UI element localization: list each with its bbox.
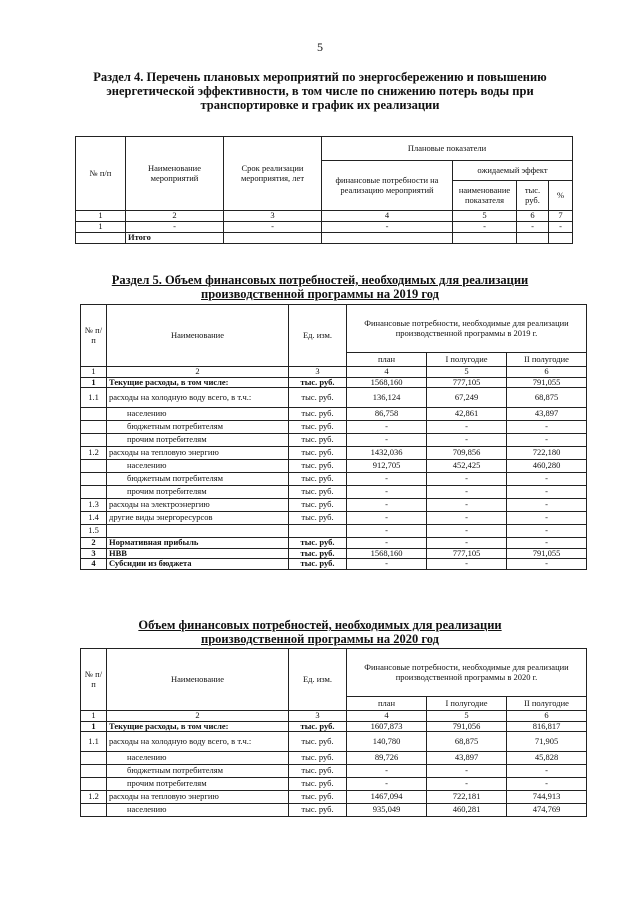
row-plan: 1568,160: [347, 548, 427, 559]
row-num: 1.2: [81, 447, 107, 460]
table-row: [81, 548, 587, 559]
row-name: НВВ: [107, 548, 289, 559]
col-number: 5: [453, 211, 517, 222]
row-h2: -: [507, 499, 587, 512]
table-row: [81, 499, 587, 512]
row-h2: -: [507, 512, 587, 525]
cell: [224, 233, 322, 244]
col-number: 3: [289, 367, 347, 378]
row-name: прочим потребителям: [107, 778, 289, 791]
row-num: [81, 473, 107, 486]
table-row: [81, 525, 587, 538]
row-plan: 136,124: [347, 388, 427, 408]
row-plan: 89,726: [347, 752, 427, 765]
row-num: [81, 804, 107, 817]
row-num: 4: [81, 559, 107, 570]
row-unit: тыс. руб.: [289, 778, 347, 791]
row-num: 1.1: [81, 732, 107, 752]
row-unit: тыс. руб.: [289, 538, 347, 549]
row-unit: тыс. руб.: [289, 499, 347, 512]
table-row: [81, 408, 587, 421]
row-h2: -: [507, 486, 587, 499]
header-num: № п/п: [81, 305, 107, 367]
header-plan: план: [347, 697, 427, 711]
table-row: [81, 377, 587, 388]
row-name: Текущие расходы, в том числе:: [107, 721, 289, 732]
cell: [76, 233, 126, 244]
row-h1: 452,425: [427, 460, 507, 473]
row-plan: 140,780: [347, 732, 427, 752]
header-name: Наименование мероприятий: [126, 137, 224, 211]
row-name: Текущие расходы, в том числе:: [107, 377, 289, 388]
row-unit: тыс. руб.: [289, 765, 347, 778]
cell: 1: [76, 222, 126, 233]
row-h2: 722,180: [507, 447, 587, 460]
row-num: [81, 408, 107, 421]
row-unit: тыс. руб.: [289, 447, 347, 460]
header-h1: I полугодие: [427, 697, 507, 711]
header-fin: Финансовые потребности, необходимые для реализации производственной программы в 2019 г.: [347, 305, 587, 353]
row-num: 1.2: [81, 791, 107, 804]
row-h2: -: [507, 778, 587, 791]
col-numbers-row: [76, 211, 573, 222]
row-num: [81, 778, 107, 791]
header-fin: Финансовые потребности, необходимые для реализации производственной программы в 2020 г.: [347, 649, 587, 697]
section6-title: [60, 618, 580, 646]
row-plan: 86,758: [347, 408, 427, 421]
row-num: 1: [81, 377, 107, 388]
section4-title: [60, 70, 580, 112]
row-h2: 68,875: [507, 388, 587, 408]
section5-title-line: Раздел 5. Объем финансовых потребностей, необходимых для реализации: [111, 273, 529, 287]
row-h1: -: [427, 473, 507, 486]
row-h1: -: [427, 778, 507, 791]
row-h1: 709,856: [427, 447, 507, 460]
row-h1: -: [427, 434, 507, 447]
row-name: Нормативная прибыль: [107, 538, 289, 549]
row-plan: -: [347, 486, 427, 499]
row-plan: -: [347, 559, 427, 570]
section6-title-line: Объем финансовых потребностей, необходимых для реализации: [138, 618, 502, 632]
row-name: населению: [107, 460, 289, 473]
table-row: [81, 778, 587, 791]
col-number: 6: [517, 211, 549, 222]
col-number: 2: [107, 711, 289, 722]
cell: -: [517, 222, 549, 233]
table-row: [81, 559, 587, 570]
row-plan: -: [347, 525, 427, 538]
row-h1: -: [427, 486, 507, 499]
row-name: бюджетным потребителям: [107, 765, 289, 778]
col-number: 5: [427, 711, 507, 722]
table-row: [81, 447, 587, 460]
table-row: [81, 765, 587, 778]
row-unit: тыс. руб.: [289, 721, 347, 732]
table-row: [81, 434, 587, 447]
cell: -: [126, 222, 224, 233]
cell: [453, 233, 517, 244]
row-plan: 935,049: [347, 804, 427, 817]
col-number: 1: [81, 367, 107, 378]
row-num: [81, 421, 107, 434]
row-h2: 71,905: [507, 732, 587, 752]
row-unit: тыс. руб.: [289, 548, 347, 559]
cell: [549, 233, 573, 244]
row-h2: -: [507, 525, 587, 538]
cell: -: [549, 222, 573, 233]
cell: [517, 233, 549, 244]
row-num: [81, 460, 107, 473]
row-h2: 791,055: [507, 548, 587, 559]
row-name: бюджетным потребителям: [107, 421, 289, 434]
row-num: [81, 486, 107, 499]
section6-title-line: производственной программы на 2020 год: [201, 632, 439, 646]
row-num: 3: [81, 548, 107, 559]
total-row: [76, 233, 573, 244]
col-number: 3: [289, 711, 347, 722]
row-plan: 1467,094: [347, 791, 427, 804]
row-unit: тыс. руб.: [289, 434, 347, 447]
table-row: [81, 473, 587, 486]
row-h2: -: [507, 434, 587, 447]
row-name: населению: [107, 752, 289, 765]
row-plan: 1432,036: [347, 447, 427, 460]
cell: -: [322, 222, 453, 233]
row-h1: 777,105: [427, 377, 507, 388]
table-row: [81, 804, 587, 817]
row-h1: 67,249: [427, 388, 507, 408]
header-effect: ожидаемый эффект: [453, 161, 573, 181]
row-h1: 68,875: [427, 732, 507, 752]
col-number: 5: [427, 367, 507, 378]
row-unit: тыс. руб.: [289, 388, 347, 408]
row-h1: -: [427, 559, 507, 570]
row-unit: тыс. руб.: [289, 377, 347, 388]
row-name: бюджетным потребителям: [107, 473, 289, 486]
row-h2: 816,817: [507, 721, 587, 732]
row-name: населению: [107, 408, 289, 421]
row-plan: -: [347, 778, 427, 791]
row-num: 1.3: [81, 499, 107, 512]
cell: -: [224, 222, 322, 233]
row-name: другие виды энергоресурсов: [107, 512, 289, 525]
row-name: прочим потребителям: [107, 434, 289, 447]
row-h2: 43,897: [507, 408, 587, 421]
row-name: расходы на тепловую энергию: [107, 447, 289, 460]
row-name: расходы на холодную воду всего, в т.ч.:: [107, 732, 289, 752]
row-unit: тыс. руб.: [289, 421, 347, 434]
row-num: [81, 765, 107, 778]
col-number: 7: [549, 211, 573, 222]
row-h2: 744,913: [507, 791, 587, 804]
row-plan: -: [347, 421, 427, 434]
table-row: [81, 538, 587, 549]
row-plan: 1607,873: [347, 721, 427, 732]
table-row: [81, 752, 587, 765]
row-num: 1: [81, 721, 107, 732]
row-num: 1.1: [81, 388, 107, 408]
row-plan: -: [347, 434, 427, 447]
row-unit: тыс. руб.: [289, 408, 347, 421]
row-h1: 460,281: [427, 804, 507, 817]
row-h2: 45,828: [507, 752, 587, 765]
row-h2: -: [507, 421, 587, 434]
row-h2: -: [507, 559, 587, 570]
row-unit: тыс. руб.: [289, 460, 347, 473]
table-row: [81, 791, 587, 804]
row-h2: 460,280: [507, 460, 587, 473]
row-unit: [289, 525, 347, 538]
section5-title: [60, 273, 580, 301]
header-term: Срок реализации мероприятия, лет: [224, 137, 322, 211]
cell: [322, 233, 453, 244]
col-number: 6: [507, 367, 587, 378]
row-h1: -: [427, 765, 507, 778]
row-num: 2: [81, 538, 107, 549]
header-h2: II полугодие: [507, 697, 587, 711]
header-name: Наименование: [107, 649, 289, 711]
header-unit: Ед. изм.: [289, 649, 347, 711]
header-indicator: наименование показателя: [453, 181, 517, 211]
row-unit: тыс. руб.: [289, 559, 347, 570]
row-name: прочим потребителям: [107, 486, 289, 499]
header-name: Наименование: [107, 305, 289, 367]
table-row: [76, 222, 573, 233]
measures-table: [75, 136, 573, 244]
header-num: № п/п: [81, 649, 107, 711]
finance-2019-table: [80, 304, 587, 570]
row-unit: тыс. руб.: [289, 804, 347, 817]
row-unit: тыс. руб.: [289, 486, 347, 499]
section4-title-line: Раздел 4. Перечень плановых мероприятий по энергосбережению и повышению: [93, 70, 547, 84]
table-row: [81, 388, 587, 408]
row-h2: -: [507, 765, 587, 778]
row-unit: тыс. руб.: [289, 512, 347, 525]
row-h1: 777,105: [427, 548, 507, 559]
row-name: расходы на тепловую энергию: [107, 791, 289, 804]
row-h1: -: [427, 538, 507, 549]
header-unit: Ед. изм.: [289, 305, 347, 367]
row-num: 1.5: [81, 525, 107, 538]
row-name: населению: [107, 804, 289, 817]
table-row: [81, 421, 587, 434]
col-number: 4: [322, 211, 453, 222]
header-plan: Плановые показатели: [322, 137, 573, 161]
table-row: [81, 732, 587, 752]
header-h1: I полугодие: [427, 353, 507, 367]
header-plan: план: [347, 353, 427, 367]
row-h1: 42,861: [427, 408, 507, 421]
table-row: [81, 512, 587, 525]
row-name: расходы на электроэнергию: [107, 499, 289, 512]
row-plan: -: [347, 473, 427, 486]
row-plan: -: [347, 538, 427, 549]
total-label: Итого: [126, 233, 224, 244]
row-num: [81, 752, 107, 765]
row-h1: -: [427, 421, 507, 434]
row-plan: 912,705: [347, 460, 427, 473]
row-h2: 474,769: [507, 804, 587, 817]
col-number: 4: [347, 367, 427, 378]
table-row: [81, 721, 587, 732]
section4-title-line: энергетической эффективности, в том числе по снижению потерь воды при: [106, 84, 534, 98]
row-h1: -: [427, 525, 507, 538]
row-h2: -: [507, 538, 587, 549]
header-h2: II полугодие: [507, 353, 587, 367]
header-thousand: тыс. руб.: [517, 181, 549, 211]
row-h1: 43,897: [427, 752, 507, 765]
row-h2: -: [507, 473, 587, 486]
page-number: 5: [317, 40, 323, 54]
section4-title-line: транспортировке и график их реализации: [200, 98, 440, 112]
row-h1: -: [427, 499, 507, 512]
col-number: 1: [76, 211, 126, 222]
col-number: 4: [347, 711, 427, 722]
finance-2020-table: [80, 648, 587, 817]
row-plan: -: [347, 499, 427, 512]
col-numbers-row: [81, 367, 587, 378]
row-unit: тыс. руб.: [289, 752, 347, 765]
row-unit: тыс. руб.: [289, 791, 347, 804]
row-h2: 791,055: [507, 377, 587, 388]
row-plan: -: [347, 765, 427, 778]
table-row: [81, 460, 587, 473]
col-number: 6: [507, 711, 587, 722]
row-plan: 1568,160: [347, 377, 427, 388]
col-number: 1: [81, 711, 107, 722]
row-h1: 791,056: [427, 721, 507, 732]
row-h1: 722,181: [427, 791, 507, 804]
row-name: [107, 525, 289, 538]
col-number: 2: [126, 211, 224, 222]
header-percent: %: [549, 181, 573, 211]
row-unit: тыс. руб.: [289, 473, 347, 486]
table-row: [81, 486, 587, 499]
cell: -: [453, 222, 517, 233]
col-number: 3: [224, 211, 322, 222]
col-number: 2: [107, 367, 289, 378]
row-name: расходы на холодную воду всего, в т.ч.:: [107, 388, 289, 408]
section5-title-line: производственной программы на 2019 год: [201, 287, 439, 301]
row-num: [81, 434, 107, 447]
header-num: № п/п: [76, 137, 126, 211]
row-name: Субсидии из бюджета: [107, 559, 289, 570]
row-h1: -: [427, 512, 507, 525]
row-num: 1.4: [81, 512, 107, 525]
row-unit: тыс. руб.: [289, 732, 347, 752]
row-plan: -: [347, 512, 427, 525]
header-fin: финансовые потребности на реализацию мероприятий: [322, 161, 453, 211]
col-numbers-row: [81, 711, 587, 722]
